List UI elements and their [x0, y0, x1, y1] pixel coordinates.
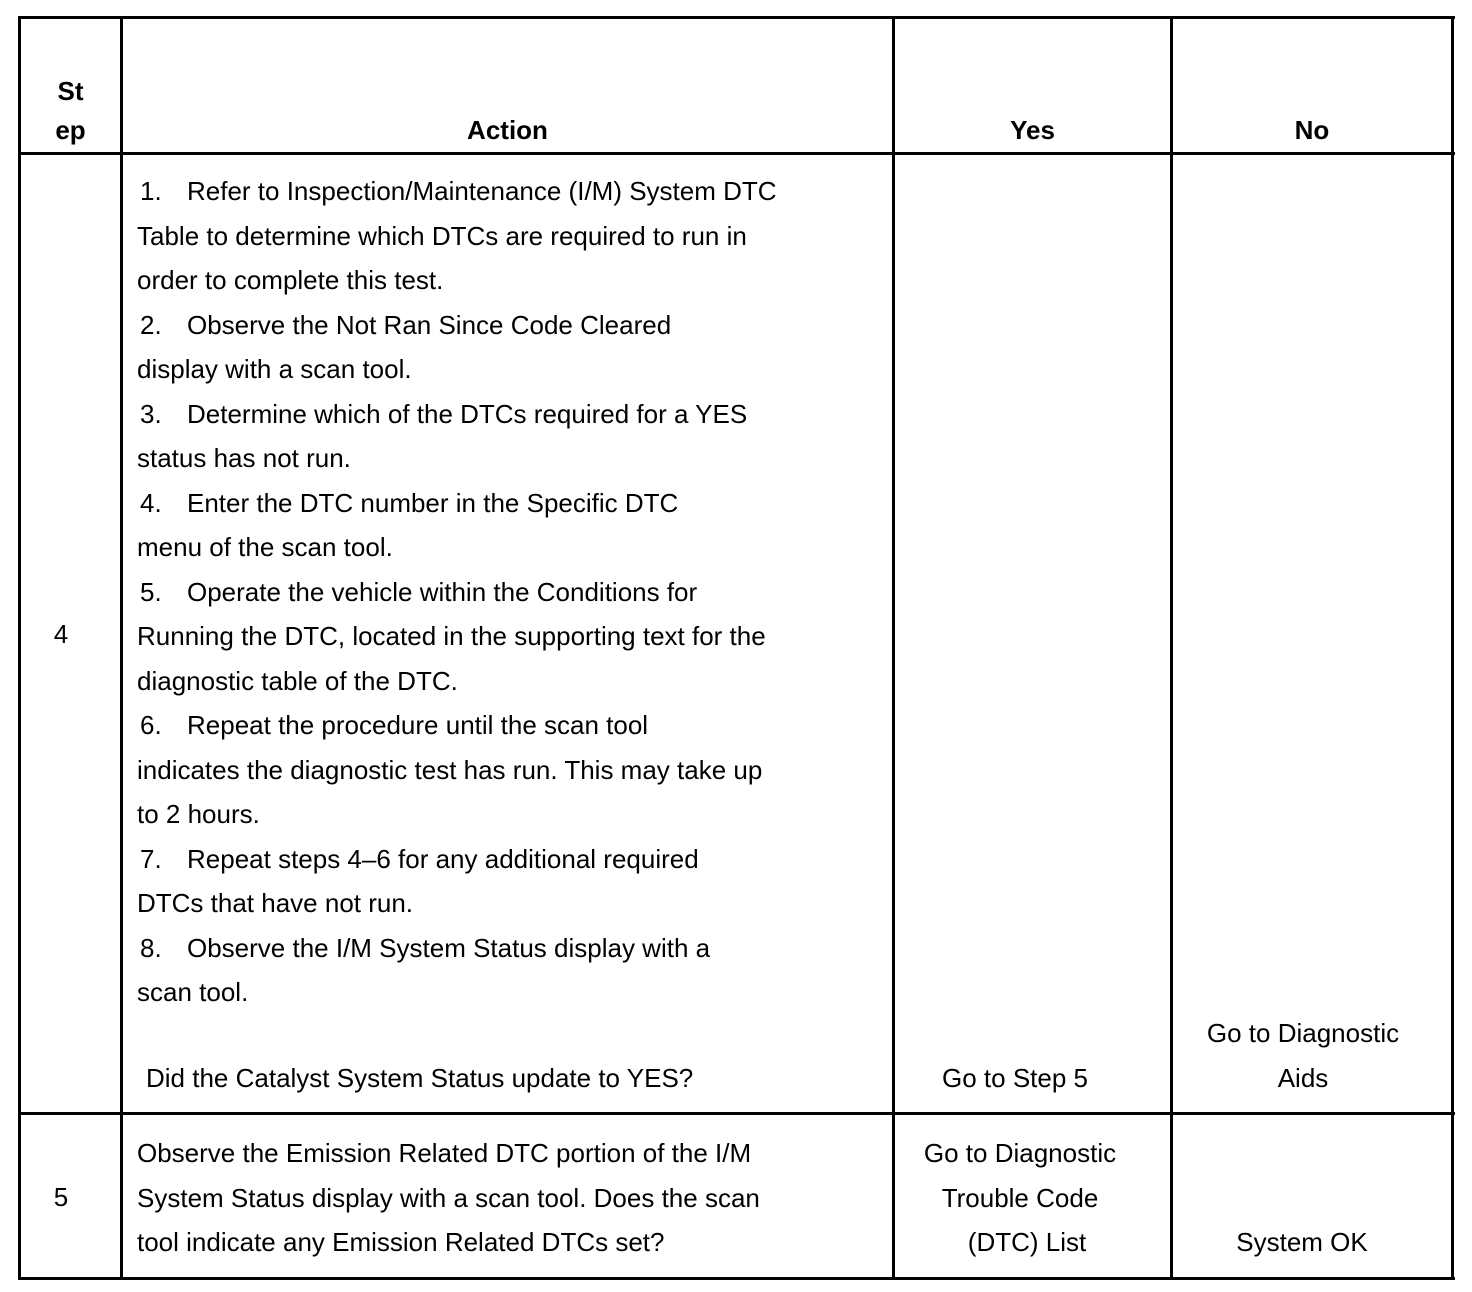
- item-text: Repeat the procedure until the scan tool: [187, 710, 649, 740]
- item-text-continued: display with a scan tool.: [137, 354, 412, 384]
- item-text-continued: Table to determine which DTCs are required to run in: [137, 220, 747, 251]
- step-number: 4: [53, 619, 69, 649]
- item-text-continued: diagnostic table of the DTC.: [137, 665, 458, 696]
- item-number: 7.: [140, 843, 162, 874]
- action-text: [137, 1131, 887, 1265]
- header-action: Action: [467, 115, 548, 145]
- action-question: Did the Catalyst System Status update to YES?: [146, 1063, 694, 1093]
- table-border-bottom: [18, 1277, 1455, 1280]
- item-text: Operate the vehicle within the Conditions for: [187, 576, 698, 607]
- header-step: [21, 72, 120, 150]
- item-number: 4.: [140, 487, 162, 518]
- action-item: [137, 392, 877, 437]
- table-border-top: [18, 16, 1455, 19]
- no-result: System OK: [1236, 1227, 1368, 1257]
- action-item: [137, 481, 877, 526]
- action-item: [137, 303, 877, 348]
- header-step-line1: St: [57, 76, 84, 106]
- item-text: Determine which of the DTCs required for a YES: [187, 398, 748, 429]
- action-line: tool indicate any Emission Related DTCs set?: [137, 1227, 665, 1257]
- no-result-line1: Go to Diagnostic: [1206, 1018, 1400, 1048]
- header-step-line2: ep: [55, 115, 86, 145]
- action-item: [137, 169, 877, 214]
- item-text-continued: Running the DTC, located in the supporting text for the: [137, 621, 766, 651]
- item-number: 3.: [140, 398, 162, 429]
- item-text-continued: order to complete this test.: [137, 265, 444, 295]
- row-divider: [18, 1112, 1455, 1115]
- item-text-continued: menu of the scan tool.: [137, 532, 393, 562]
- yes-result-line: (DTC) List: [967, 1227, 1087, 1257]
- header-no: No: [1294, 115, 1330, 145]
- yes-result-line: Go to Diagnostic: [923, 1138, 1117, 1168]
- item-number: 8.: [140, 932, 162, 963]
- step-number: 5: [53, 1182, 69, 1212]
- item-text-continued: DTCs that have not run.: [137, 888, 414, 918]
- item-text-continued: status has not run.: [137, 443, 351, 473]
- item-text: Refer to Inspection/Maintenance (I/M) System DTC: [187, 176, 777, 206]
- item-text-continued: indicates the diagnostic test has run. This may take up: [137, 754, 763, 785]
- item-number: 5.: [140, 576, 162, 607]
- item-number: 1.: [140, 176, 162, 206]
- action-item: [137, 570, 877, 615]
- item-text: Enter the DTC number in the Specific DTC: [187, 487, 679, 518]
- header-divider: [18, 152, 1455, 155]
- action-line: Observe the Emission Related DTC portion of the I/M: [137, 1138, 752, 1168]
- yes-result: [895, 1131, 1145, 1265]
- item-text-continued: to 2 hours.: [137, 799, 260, 829]
- no-result: [1173, 1011, 1433, 1100]
- action-item: [137, 837, 877, 882]
- yes-result: Go to Step 5: [942, 1063, 1088, 1093]
- no-result-line2: Aids: [1277, 1062, 1329, 1093]
- action-steps: [137, 169, 877, 1015]
- item-number: 6.: [140, 710, 162, 740]
- item-number: 2.: [140, 309, 162, 340]
- table-border-right: [1451, 16, 1454, 1280]
- item-text: Observe the I/M System Status display with a: [187, 932, 711, 963]
- item-text: Observe the Not Ran Since Code Cleared: [187, 309, 672, 340]
- action-item: [137, 926, 877, 971]
- action-item: [137, 703, 877, 748]
- header-yes: Yes: [1010, 115, 1055, 145]
- yes-result-line: Trouble Code: [941, 1182, 1099, 1213]
- item-text: Repeat steps 4–6 for any additional required: [187, 843, 699, 874]
- action-line: System Status display with a scan tool. Does the scan: [137, 1182, 760, 1213]
- column-divider-step: [120, 16, 123, 1280]
- item-text-continued: scan tool.: [137, 977, 249, 1007]
